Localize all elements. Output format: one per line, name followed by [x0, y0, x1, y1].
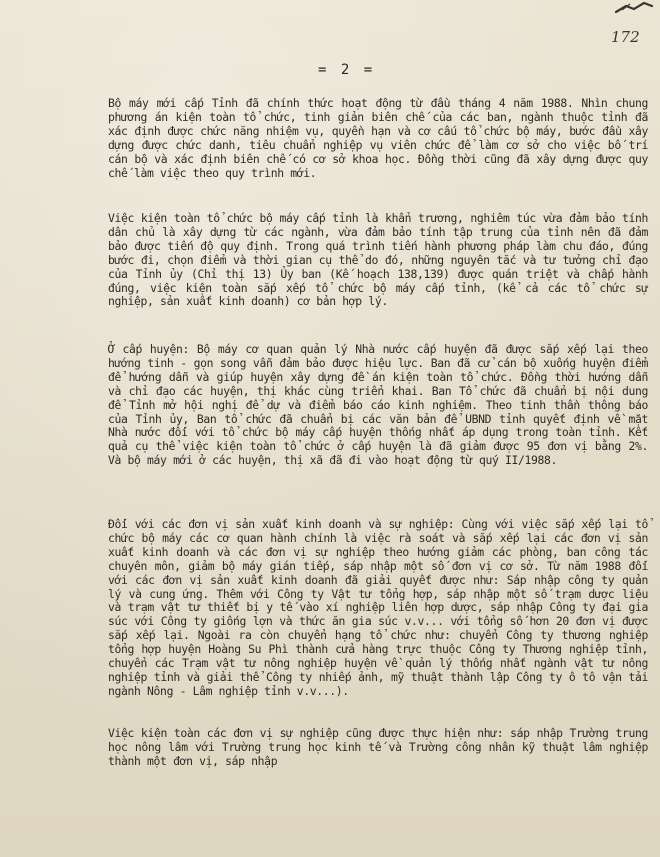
- paragraph-1: Bộ máy mới cấp Tỉnh đã chính thức hoạt động từ đầu tháng 4 năm 1988. Nhìn chung phương án kiện toàn tổ chức, tinh giản biên chế của các ban, ngành thuộc tỉnh đã xác định được chức năng nhiệm vụ, quyền hạn và cơ cấu tổ chức bộ máy, bước đầu xây dựng được chức danh, tiêu chuẩn nghiệp vụ viên chức để làm cơ sở cho việc bố trí cán bộ và xác định biên chế có cơ sở khoa học. Đồng thời cũng đã xây dựng được quy chế làm việc theo quy trình mới.: [108, 96, 655, 180]
- paragraph-3: Ở cấp huyện: Bộ máy cơ quan quản lý Nhà nước cấp huyện đã được sắp xếp lại theo hướng tinh - gọn song vẫn đảm bảo được hiệu lực. Ban đã cử cán bộ xuống huyện điểm để hướng dẫn và giúp huyện xây dựng đề án kiện toàn tổ chức. Đồng thời hướng dẫn và chỉ đạo các huyện, thị khác cùng triển khai. Ban Tổ chức đã chuẩn bị nội dung để Tỉnh mở hội nghị để dự và điểm báo cáo kinh nghiệm. Theo tinh thần thông báo của Tỉnh ủy, Ban tổ chức đã chuẩn bị các văn bản để UBND tỉnh quyết định về mặt Nhà nước đối với tổ chức bộ máy cấp huyện thống nhất áp dụng trong toàn tỉnh. Kết quả cụ thể việc kiện toàn tổ chức ở cấp huyện là đã giảm được 95 đơn vị bằng 2%. Và bộ máy mới ở các huyện, thị xã đã đi vào hoạt động từ quý II/1988.: [108, 342, 655, 468]
- page-number: = 2 =: [318, 62, 376, 78]
- folio-number: 172: [611, 28, 640, 46]
- ink-smudge-mark: [614, 0, 654, 16]
- paragraph-5: Việc kiện toàn các đơn vị sự nghiệp cũng được thực hiện như: sáp nhập Trường trung học nông lâm với Trường trung học kinh tế và Trường công nhân kỹ thuật lâm nghiệp thành một đơn vị, sáp nhập: [108, 726, 655, 768]
- paragraph-2: Việc kiện toàn tổ chức bộ máy cấp tỉnh là khẩn trương, nghiêm túc vừa đảm bảo tính dân chủ là xây dựng từ các ngành, vừa đảm bảo tính tập trung của tỉnh nên đã đảm bảo được tiến độ quy định. Trong quá trình tiến hành phương pháp làm chu đáo, đúng bước đi, chọn điểm và thời gian cụ thể do đó, những nguyên tắc và tư tưởng chỉ đạo của Tỉnh ủy (Chỉ thị 13) Ủy ban (Kế hoạch 138,139) được quán triệt và chấp hành đúng, việc kiện toàn sắp xếp tổ chức bộ máy cấp tỉnh, (kể cả các tổ chức sự nghiệp, sản xuất kinh doanh) cơ bản hợp lý.: [108, 211, 655, 309]
- paragraph-4: Đối với các đơn vị sản xuất kinh doanh và sự nghiệp: Cùng với việc sắp xếp lại tổ chức bộ máy các cơ quan hành chính là việc rà soát và sắp xếp lại các đơn vị sản xuất kinh doanh và các đơn vị sự nghiệp theo hướng giảm các phòng, ban công tác chuyên môn, giảm bộ máy gián tiếp, sáp nhập một số đơn vị cơ sở. Từ năm 1988 đối với các đơn vị sản xuất kinh doanh đã giải quyết được như: Sáp nhập công ty quản lý và cung ứng. Thêm với Công ty Vật tư tổng hợp, sáp nhập một số trạm dược liệu và trạm vật tư thiết bị y tế vào xí nghiệp liên hợp dược, sáp nhập Công ty đại gia súc với Công ty giống lợn và thức ăn gia súc v.v... với tổng số hơn 20 đơn vị được sắp xếp lại. Ngoài ra còn chuyển hạng tổ chức như: chuyển Công ty thương nghiệp tổng hợp huyện Hoàng Su Phì thành cửa hàng trực thuộc Công ty Thương nghiệp tỉnh, chuyển các Trạm vật tư nông nghiệp huyện về quản lý thống nhất ngành vật tư nông nghiệp tỉnh và giải thể Công ty nhiếp ảnh, mỹ thuật thành lập Công ty ô tô vận tải ngành Nông - Lâm nghiệp tỉnh v.v...).: [108, 517, 655, 698]
